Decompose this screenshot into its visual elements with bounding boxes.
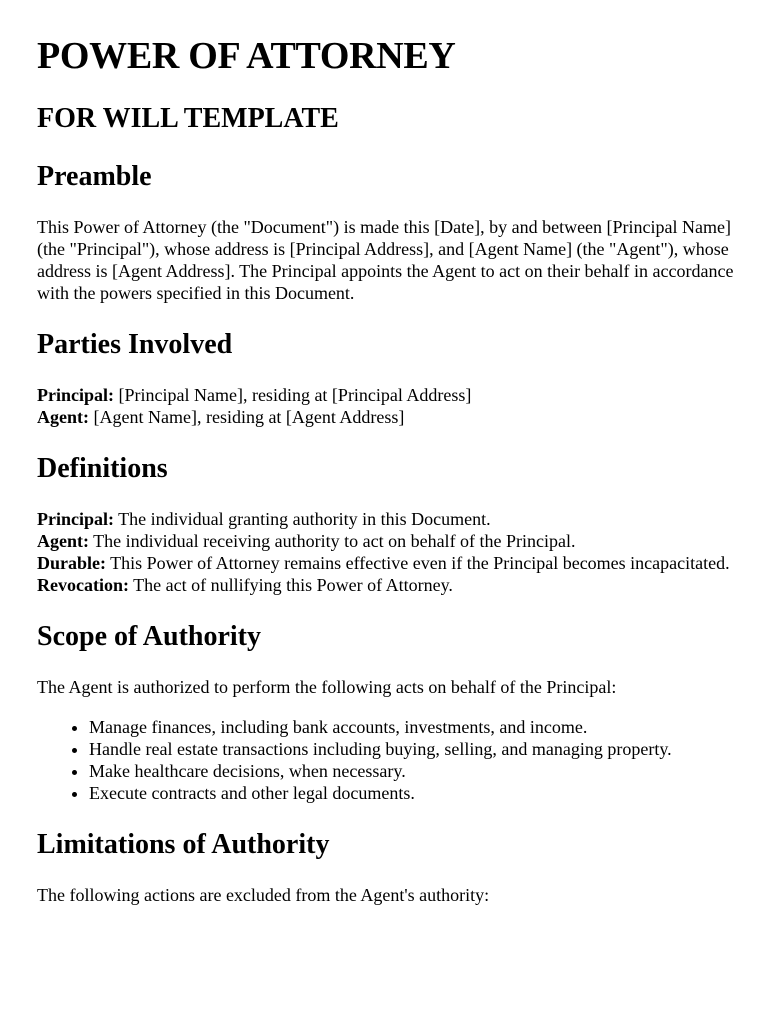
definition-durable-label: Durable: [37, 553, 106, 573]
definition-revocation [37, 574, 740, 596]
definitions-heading: Definitions [37, 453, 168, 484]
definition-durable-text: This Power of Attorney remains effective even if the Principal becomes incapacitated. [106, 553, 730, 573]
scope-intro: The Agent is authorized to perform the following acts on behalf of the Principal: [37, 677, 617, 697]
definition-revocation-text: The act of nullifying this Power of Attorney. [128, 575, 453, 595]
definition-revocation-label: Revocation: [37, 575, 129, 595]
list-item: • Manage finances, including bank accounts, investments, and income. [89, 716, 740, 738]
parties-list [37, 384, 740, 428]
party-agent-text: [Agent Name], residing at [Agent Address] [89, 407, 405, 427]
party-agent-label: Agent: [37, 407, 89, 427]
party-principal-text: [Principal Name], residing at [Principal Address] [114, 385, 472, 405]
definition-agent-text: The individual receiving authority to act on behalf of the Principal. [89, 531, 576, 551]
document-title: POWER OF ATTORNEY [37, 35, 456, 77]
definition-agent-label: Agent: [37, 531, 89, 551]
preamble-heading: Preamble [37, 161, 152, 192]
definition-principal [37, 508, 740, 530]
definition-durable [37, 552, 740, 574]
definition-principal-label: Principal: [37, 509, 114, 529]
party-principal-label: Principal: [37, 385, 114, 405]
list-item: • Make healthcare decisions, when necessary. [89, 760, 740, 782]
limitations-heading: Limitations of Authority [37, 829, 330, 860]
party-agent [37, 406, 740, 428]
list-item: • Execute contracts and other legal documents. [89, 782, 740, 804]
list-item: • Handle real estate transactions including buying, selling, and managing property. [89, 738, 740, 760]
parties-heading: Parties Involved [37, 329, 233, 360]
party-principal [37, 384, 740, 406]
definition-principal-text: The individual granting authority in this Document. [114, 509, 491, 529]
preamble-text: This Power of Attorney (the "Document") is made this [Date], by and between [Principal Name] (the "Principal"), whose address is [Principal Address], and [Agent Name] (the "Agent"), whose address is [Agent Address]. The Principal appoints the Agent to act on their behalf in accordance with the powers specified in this Document. [37, 217, 734, 303]
scope-list [37, 716, 740, 804]
limitations-intro: The following actions are excluded from the Agent's authority: [37, 885, 490, 905]
definition-agent [37, 530, 740, 552]
document-subtitle: FOR WILL TEMPLATE [37, 103, 339, 134]
definitions-list [37, 508, 740, 596]
scope-heading: Scope of Authority [37, 621, 261, 652]
